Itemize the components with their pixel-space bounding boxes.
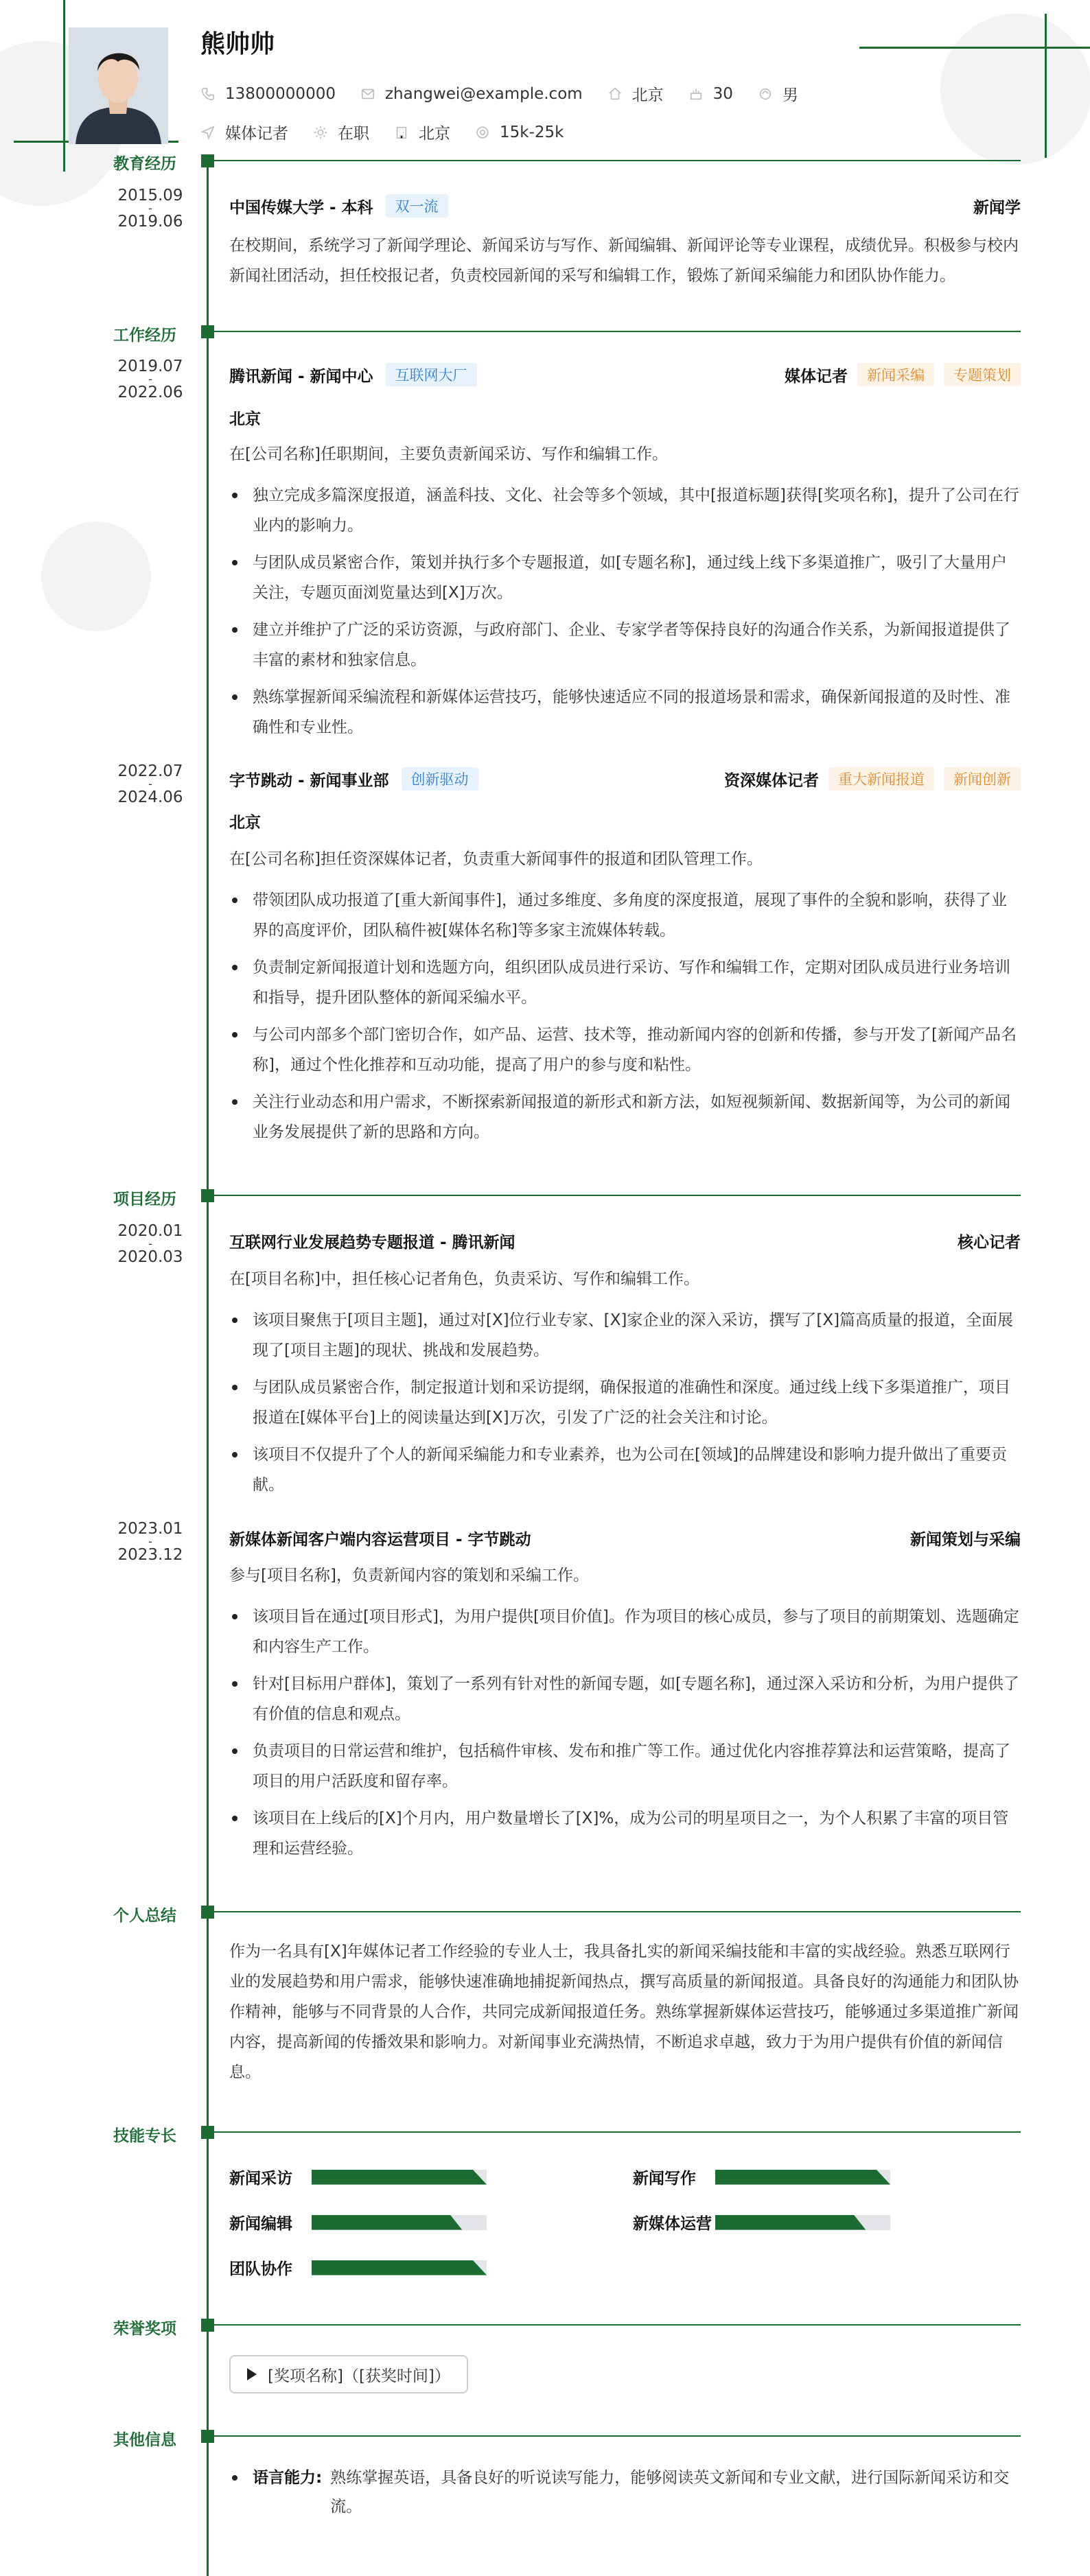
- other-info: [229, 2463, 1021, 2521]
- job-role: 媒体记者: [785, 367, 848, 386]
- list-item: 该项目旨在通过[项目形式]，为用户提供[项目价值]。作为项目的核心成员，参与了项目的前期策划、选题确定和内容生产工作。: [229, 1602, 1021, 1662]
- section-divider: [214, 160, 1021, 161]
- project-bullets: [229, 1602, 1021, 1871]
- skill-bar-fill: [312, 2215, 462, 2230]
- skill-tag: 新闻采编: [857, 363, 934, 386]
- gender-item: [758, 82, 798, 105]
- skill-item: [229, 2256, 487, 2279]
- phone-text: 13800000000: [225, 84, 336, 103]
- skill-name: 新闻编辑: [229, 2215, 292, 2233]
- job-role: 资深媒体记者: [724, 771, 819, 790]
- project-entry-head: [229, 1527, 1021, 1549]
- gender-icon: [758, 86, 773, 102]
- skill-name: 新闻写作: [633, 2170, 696, 2188]
- company-tag: 创新驱动: [402, 767, 478, 791]
- skill-name: 新媒体运营: [633, 2215, 712, 2233]
- section-marker: [201, 2430, 214, 2443]
- work-bullets: [229, 885, 1021, 1154]
- award-text: [奖项名称]（[获奖时间]）: [268, 2367, 450, 2385]
- section-marker: [201, 1906, 214, 1919]
- skill-bar: [312, 2215, 487, 2230]
- project-name: 新媒体新闻客户端内容运营项目 - 字节跳动: [229, 1531, 531, 1549]
- gender-text: 男: [782, 86, 798, 104]
- project-name: 互联网行业发展趋势专题报道 - 腾讯新闻: [229, 1234, 515, 1252]
- work-entry-head: [229, 363, 1021, 386]
- job-intent-row: [200, 121, 588, 143]
- email-item: [360, 85, 583, 103]
- location-item: [607, 82, 664, 105]
- coin-icon: [475, 125, 490, 140]
- section-divider: [214, 1195, 1021, 1196]
- edu-description: 在校期间，系统学习了新闻学理论、新闻采访与写作、新闻编辑、新闻评论等专业课程，成绩优异。积极参与校内新闻社团活动，担任校报记者，负责校园新闻的采写和编辑工作，锻炼了新闻采编能力和团队协作能力。: [229, 237, 1019, 285]
- project-intro: 参与[项目名称]，负责新闻内容的策划和采编工作。: [229, 1567, 589, 1584]
- list-item: 独立完成多篇深度报道，涵盖科技、文化、社会等多个领域，其中[报道标题]获得[奖项名称]，提升了公司在行业内的影响力。: [229, 480, 1021, 541]
- email-text: zhangwei@example.com: [384, 84, 583, 103]
- list-item: 熟练掌握新闻采编流程和新媒体运营技巧，能够快速适应不同的报道场景和需求，确保新闻报道的及时性、准确性和专业性。: [229, 682, 1021, 742]
- skill-bar: [715, 2170, 890, 2185]
- company-name: 腾讯新闻 - 新闻中心: [229, 367, 373, 386]
- school-tag: 双一流: [386, 194, 448, 218]
- skill-tag: 重大新闻报道: [828, 767, 934, 791]
- project-date: 2023.01 - 2023.12: [117, 1520, 183, 1564]
- list-item: 关注行业动态和用户需求，不断探索新闻报道的新形式和新方法，如短视频新闻、数据新闻等，为公司的新闻业务发展提供了新的思路和方向。: [229, 1087, 1021, 1147]
- status-text: 在职: [338, 125, 369, 143]
- section-title-education: 教育经历: [113, 155, 176, 173]
- cake-icon: [688, 86, 704, 102]
- section-title-summary: 个人总结: [113, 1907, 176, 1925]
- skill-bar: [312, 2260, 487, 2275]
- project-intro: 在[项目名称]中，担任核心记者角色，负责采访、写作和编辑工作。: [229, 1270, 699, 1288]
- list-item: 建立并维护了广泛的采访资源，与政府部门、企业、专家学者等保持良好的沟通合作关系，为新闻报道提供了丰富的素材和独家信息。: [229, 615, 1021, 675]
- project-role: 核心记者: [958, 1234, 1021, 1252]
- salary-text: 15k-25k: [500, 123, 564, 141]
- project-role: 新闻策划与采编: [910, 1531, 1021, 1549]
- edu-entry-head: [229, 194, 1021, 218]
- section-title-projects: 项目经历: [113, 1191, 176, 1208]
- avatar: [69, 27, 168, 144]
- major: 新闻学: [973, 198, 1021, 217]
- other-value: 熟练掌握英语，具备良好的听说读写能力，能够阅读英文新闻和专业文献，进行国际新闻采访和交流。: [330, 2469, 1010, 2516]
- work-entry-head: [229, 767, 1021, 791]
- skill-tag: 新闻创新: [944, 767, 1021, 791]
- list-item: 该项目不仅提升了个人的新闻采编能力和专业素养，也为公司在[领域]的品牌建设和影响力提升做出了重要贡献。: [229, 1440, 1021, 1500]
- list-item: 与公司内部多个部门密切合作，如产品、运营、技术等，推动新闻内容的创新和传播，参与开发了[新闻产品名称]，通过个性化推荐和互动功能，提高了用户的参与度和粘性。: [229, 1020, 1021, 1080]
- salary-item: [475, 124, 564, 141]
- section-title-other: 其他信息: [113, 2431, 176, 2449]
- job-title-item: [200, 121, 288, 143]
- work-intro: 在[公司名称]任职期间，主要负责新闻采访、写作和编辑工作。: [229, 445, 668, 463]
- section-divider: [214, 2324, 1021, 2326]
- section-title-skills: 技能专长: [113, 2127, 176, 2145]
- edu-date: 2015.09 - 2019.06: [117, 187, 183, 231]
- list-item: 该项目聚焦于[项目主题]，通过对[X]位行业专家、[X]家企业的深入采访，撰写了[X]篇高质量的报道，全面展现了[项目主题]的现状、挑战和发展趋势。: [229, 1305, 1021, 1366]
- list-item: 与团队成员紧密合作，制定报道计划和采访提纲，确保报道的准确性和深度。通过线上线下多渠道推广，项目报道在[媒体平台]上的阅读量达到[X]万次，引发了广泛的社会关注和讨论。: [229, 1372, 1021, 1433]
- sun-icon: [313, 125, 328, 140]
- send-icon: [200, 125, 216, 140]
- other-key: 语言能力:: [253, 2469, 323, 2487]
- company-tag: 互联网大厂: [386, 363, 477, 386]
- section-marker: [201, 2126, 214, 2139]
- avatar-photo-icon: [69, 27, 168, 144]
- section-divider: [214, 1911, 1021, 1912]
- status-item: [313, 121, 369, 143]
- school-name: 中国传媒大学 - 本科: [229, 198, 373, 217]
- section-marker: [201, 325, 214, 338]
- list-item: 带领团队成功报道了[重大新闻事件]，通过多维度、多角度的深度报道，展现了事件的全貌和影响，获得了业界的高度评价，团队稿件被[媒体名称]等多家主流媒体转载。: [229, 885, 1021, 946]
- list-item: 负责项目的日常运营和维护，包括稿件审核、发布和推广等工作。通过优化内容推荐算法和运营策略，提高了项目的用户活跃度和留存率。: [229, 1736, 1021, 1796]
- award-item[interactable]: [229, 2355, 468, 2393]
- list-item: 与团队成员紧密合作，策划并执行多个专题报道，如[专题名称]，通过线上线下多渠道推广，吸引了大量用户关注，专题页面浏览量达到[X]万次。: [229, 548, 1021, 608]
- age-item: [688, 85, 733, 103]
- mail-icon: [360, 86, 375, 102]
- phone-item: [200, 85, 336, 103]
- skill-tag: 专题策划: [944, 363, 1021, 386]
- target-city-item: [394, 121, 450, 143]
- section-marker: [201, 154, 214, 167]
- job-title-text: 媒体记者: [225, 125, 288, 143]
- skill-bar-fill: [715, 2215, 866, 2230]
- section-marker: [201, 2319, 214, 2332]
- section-title-awards: 荣誉奖项: [113, 2320, 176, 2338]
- section-divider: [214, 2131, 1021, 2133]
- target-city-text: 北京: [419, 125, 450, 143]
- work-city: 北京: [229, 814, 261, 832]
- project-date: 2020.01 - 2020.03: [117, 1222, 183, 1266]
- section-divider: [214, 331, 1021, 332]
- skill-bar-fill: [715, 2170, 890, 2185]
- project-entry-head: [229, 1230, 1021, 1252]
- candidate-name: 熊帅帅: [200, 30, 275, 58]
- section-marker: [201, 1189, 214, 1202]
- building-icon: [394, 125, 409, 140]
- home-icon: [607, 86, 623, 102]
- summary-text: 作为一名具有[X]年媒体记者工作经验的专业人士，我具备扎实的新闻采编技能和丰富的实战经验。熟悉互联网行业的发展趋势和用户需求，能够快速准确地捕捉新闻热点，撰写高质量的新闻报道。具备良好的沟通能力和团队协作精神，能够与不同背景的人合作，共同完成新闻报道任务。熟练掌握新媒体运营技巧，能够通过多渠道推广新闻内容，提高新闻的传播效果和影响力。对新闻事业充满热情，不断追求卓越，致力于为用户提供有价值的新闻信息。: [229, 1943, 1019, 2081]
- work-bullets: [229, 480, 1021, 749]
- section-divider: [214, 2435, 1021, 2437]
- list-item: [229, 2463, 1021, 2521]
- decor-circle: [940, 14, 1090, 165]
- company-name: 字节跳动 - 新闻事业部: [229, 771, 389, 790]
- skill-bar: [312, 2170, 487, 2185]
- work-date: 2022.07 - 2024.06: [117, 762, 183, 806]
- skill-name: 新闻采访: [229, 2170, 292, 2188]
- work-city: 北京: [229, 410, 261, 428]
- location-text: 北京: [631, 86, 664, 104]
- skill-item: [633, 2211, 890, 2234]
- decor-line: [63, 0, 65, 172]
- section-title-work: 工作经历: [113, 327, 176, 344]
- skill-item: [229, 2211, 487, 2234]
- work-intro: 在[公司名称]担任资深媒体记者，负责重大新闻事件的报道和团队管理工作。: [229, 850, 763, 868]
- skill-bar-fill: [312, 2170, 487, 2185]
- age-text: 30: [712, 84, 733, 103]
- list-item: 针对[目标用户群体]，策划了一系列有针对性的新闻专题，如[专题名称]，通过深入采访和分析，为用户提供了有价值的信息和观点。: [229, 1669, 1021, 1729]
- list-item: 该项目在上线后的[X]个月内，用户数量增长了[X]%，成为公司的明星项目之一，为个人积累了丰富的项目管理和运营经验。: [229, 1803, 1021, 1864]
- skill-item: [229, 2166, 487, 2188]
- skill-item: [633, 2166, 890, 2188]
- caret-right-icon: [247, 2368, 257, 2380]
- project-bullets: [229, 1305, 1021, 1507]
- phone-icon: [200, 86, 216, 102]
- skill-name: 团队协作: [229, 2260, 292, 2278]
- list-item: 负责制定新闻报道计划和选题方向，组织团队成员进行采访、写作和编辑工作，定期对团队成员进行业务培训和指导，提升团队整体的新闻采编水平。: [229, 952, 1021, 1013]
- decor-line: [859, 47, 1090, 49]
- skill-bar: [715, 2215, 890, 2230]
- decor-circle: [41, 522, 151, 631]
- decor-line: [1045, 14, 1047, 158]
- skill-bar-fill: [312, 2260, 487, 2275]
- contact-row: [200, 82, 823, 105]
- timeline-spine: [207, 159, 209, 2576]
- work-date: 2019.07 - 2022.06: [117, 358, 183, 401]
